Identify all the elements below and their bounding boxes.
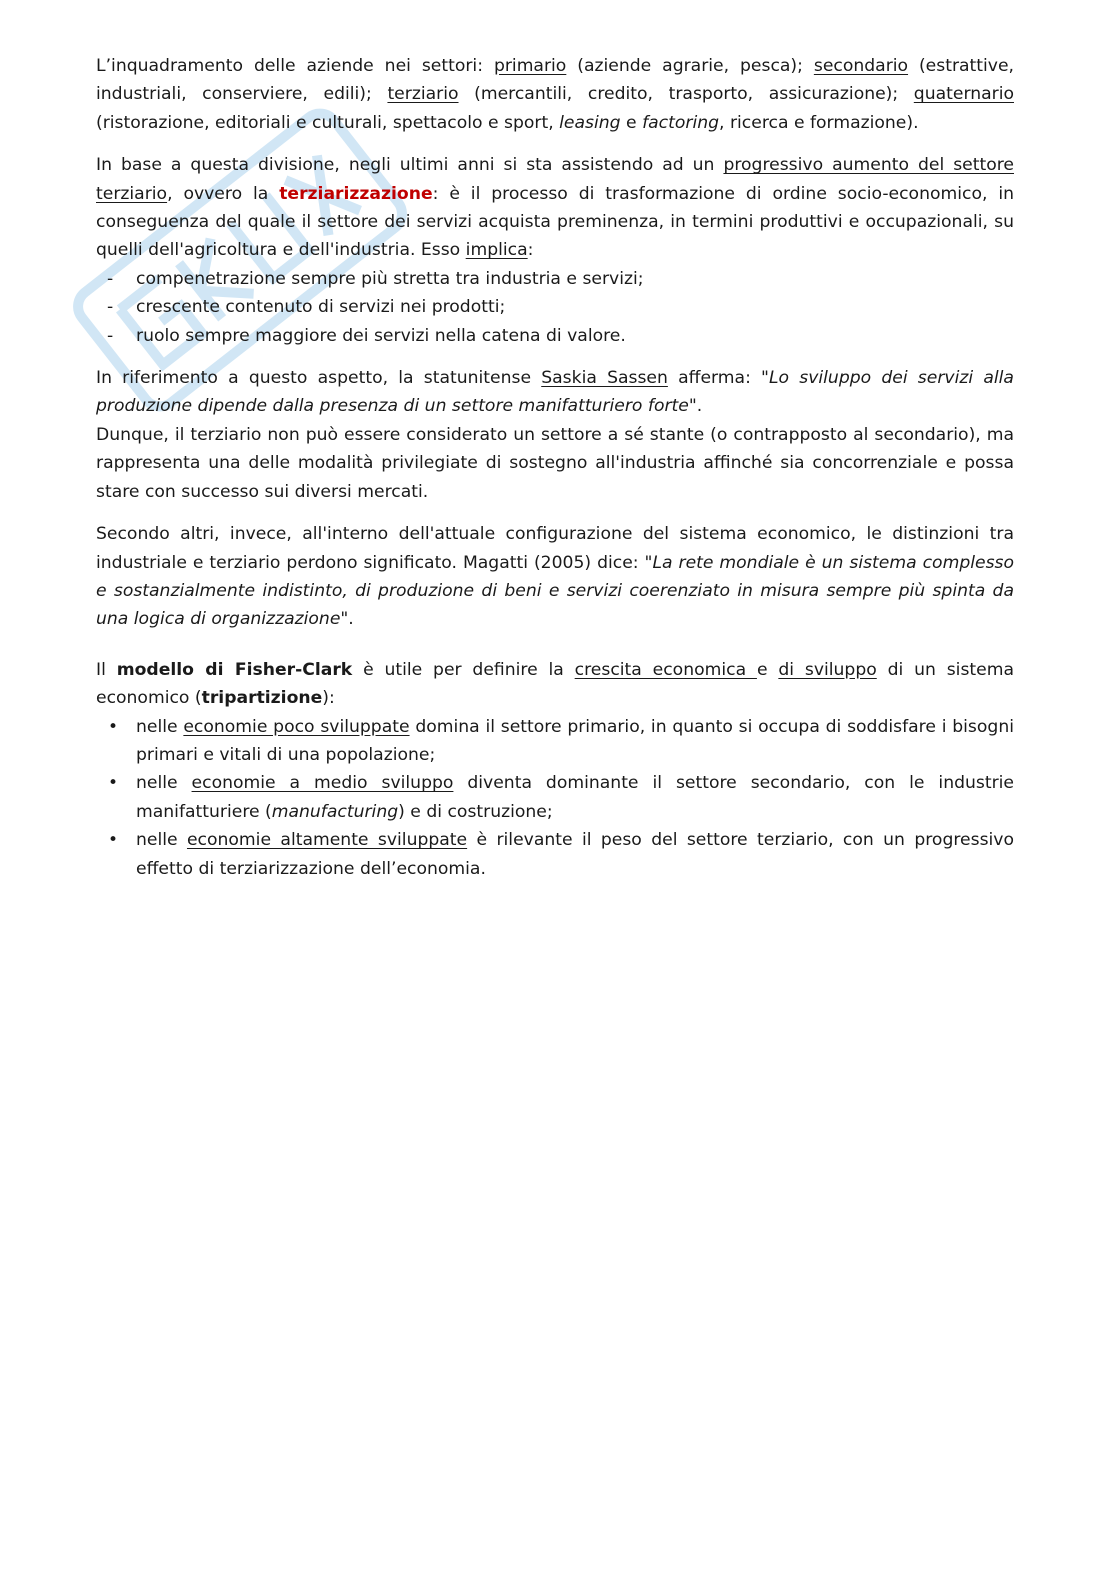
text: , ovvero la (167, 183, 280, 204)
underlined-phrase: progressivo aumento del settore terziario (96, 155, 1014, 204)
quote: Lo sviluppo dei servizi alla produzione dipende dalla presenza di un settore manifatturiero forte (96, 368, 1014, 417)
text: ". (340, 609, 354, 630)
text: (aziende agrarie, pesca); (566, 56, 814, 76)
paragraph-sassen (96, 364, 1014, 421)
paragraph-magatti (96, 520, 1014, 634)
text: L’inquadramento delle aziende nei settori: (96, 56, 494, 76)
text: (estrattive, industriali, conserviere, edili); (96, 56, 1015, 105)
term-secondario: secondario (813, 56, 909, 76)
list-item: - crescente contenuto di servizi nei prodotti; (96, 293, 1014, 321)
text: nelle (136, 773, 192, 794)
fisher-clark-list (96, 713, 1014, 883)
paragraph-sectors (96, 52, 1014, 137)
list-item (96, 826, 1014, 883)
underlined-phrase: economie poco sviluppate (183, 716, 410, 737)
paragraph-dunque: Dunque, il terziario non può essere considerato un settore a sé stante (o contrapposto al secondario), ma rappresenta una delle modalità privilegiate di sostegno all'industria affinché sia concorrenziale e possa stare con successo sui diversi mercati. (96, 424, 1014, 502)
text: domina il settore primario, in quanto si occupa di soddisfare i bisogni primari e vitali di una popolazione; (136, 716, 1014, 765)
text: : è il processo di trasformazione di ordine socio-economico, in conseguenza del quale il settore dei servizi acquista preminenza, in termini produttivi e occupazionali, su quelli dell'agricoltura e dell'industria. Esso (96, 183, 1014, 261)
bold-term: modello di Fisher-Clark (116, 659, 353, 680)
text: , ricerca e formazione). (719, 112, 919, 133)
text: ) e di costruzione; (398, 801, 553, 822)
text: è utile per definire la (352, 659, 575, 680)
quote: La rete mondiale è un sistema complesso e sostanzialmente indistinto, di produzione di beni e servizi coerenziato in misura sempre più spinta da una logica di organizzazione (96, 552, 1014, 630)
document-page (96, 52, 1014, 897)
bold-term: tripartizione (201, 688, 323, 709)
term-primario: primario (493, 56, 567, 76)
text: e (620, 112, 643, 133)
highlighted-term: terziarizzazione (279, 183, 433, 204)
text: di un sistema economico ( (96, 659, 1014, 709)
term-quaternario: quaternario (913, 84, 1014, 105)
term-terziario: terziario (387, 84, 459, 105)
text: è rilevante il peso del settore terziario, con un progressivo effetto di terziarizzazione dell’economia. (136, 830, 1014, 879)
text: Secondo altri, invece, all'interno dell'attuale configurazione del sistema economico, le distinzioni tra industriale e terziario perdono significato. Magatti (2005) dice: " (96, 524, 1014, 573)
italic-term: manufacturing (271, 801, 399, 822)
underlined-phrase: economie a medio sviluppo (191, 773, 454, 794)
list-item: - compenetrazione sempre più stretta tra industria e servizi; (96, 265, 1014, 293)
paragraph-terziarizzazione (96, 151, 1014, 265)
implications-list (96, 265, 1014, 350)
text: e (756, 659, 779, 680)
text: diventa dominante il settore secondario, con le industrie manifatturiere ( (136, 773, 1015, 822)
term-factoring: factoring (642, 112, 720, 133)
underlined-word: implica (465, 240, 528, 261)
underlined-phrase: crescita economica (574, 659, 757, 680)
underlined-phrase: economie altamente sviluppate (186, 830, 468, 851)
text: ". (688, 396, 703, 417)
text: In riferimento a questo aspetto, la statunitense (96, 368, 542, 389)
text: In base a questa divisione, negli ultimi anni si sta assistendo ad un (96, 155, 724, 176)
text: Il (96, 659, 117, 680)
author-name: Saskia Sassen (541, 368, 668, 389)
paragraph-fisher-clark (96, 656, 1014, 713)
text: nelle (136, 716, 184, 737)
text: ): (322, 688, 335, 709)
list-item (96, 769, 1014, 826)
term-leasing: leasing (559, 112, 621, 133)
list-item: - ruolo sempre maggiore dei servizi nella catena di valore. (96, 322, 1014, 350)
list-item (96, 713, 1014, 770)
underlined-phrase: di sviluppo (778, 659, 877, 680)
text: : (527, 240, 534, 261)
text: (ristorazione, editoriali e culturali, spettacolo e sport, (96, 112, 560, 133)
text: (mercantili, credito, trasporto, assicurazione); (458, 84, 914, 105)
text: afferma: " (667, 368, 769, 389)
text: nelle (136, 830, 187, 851)
